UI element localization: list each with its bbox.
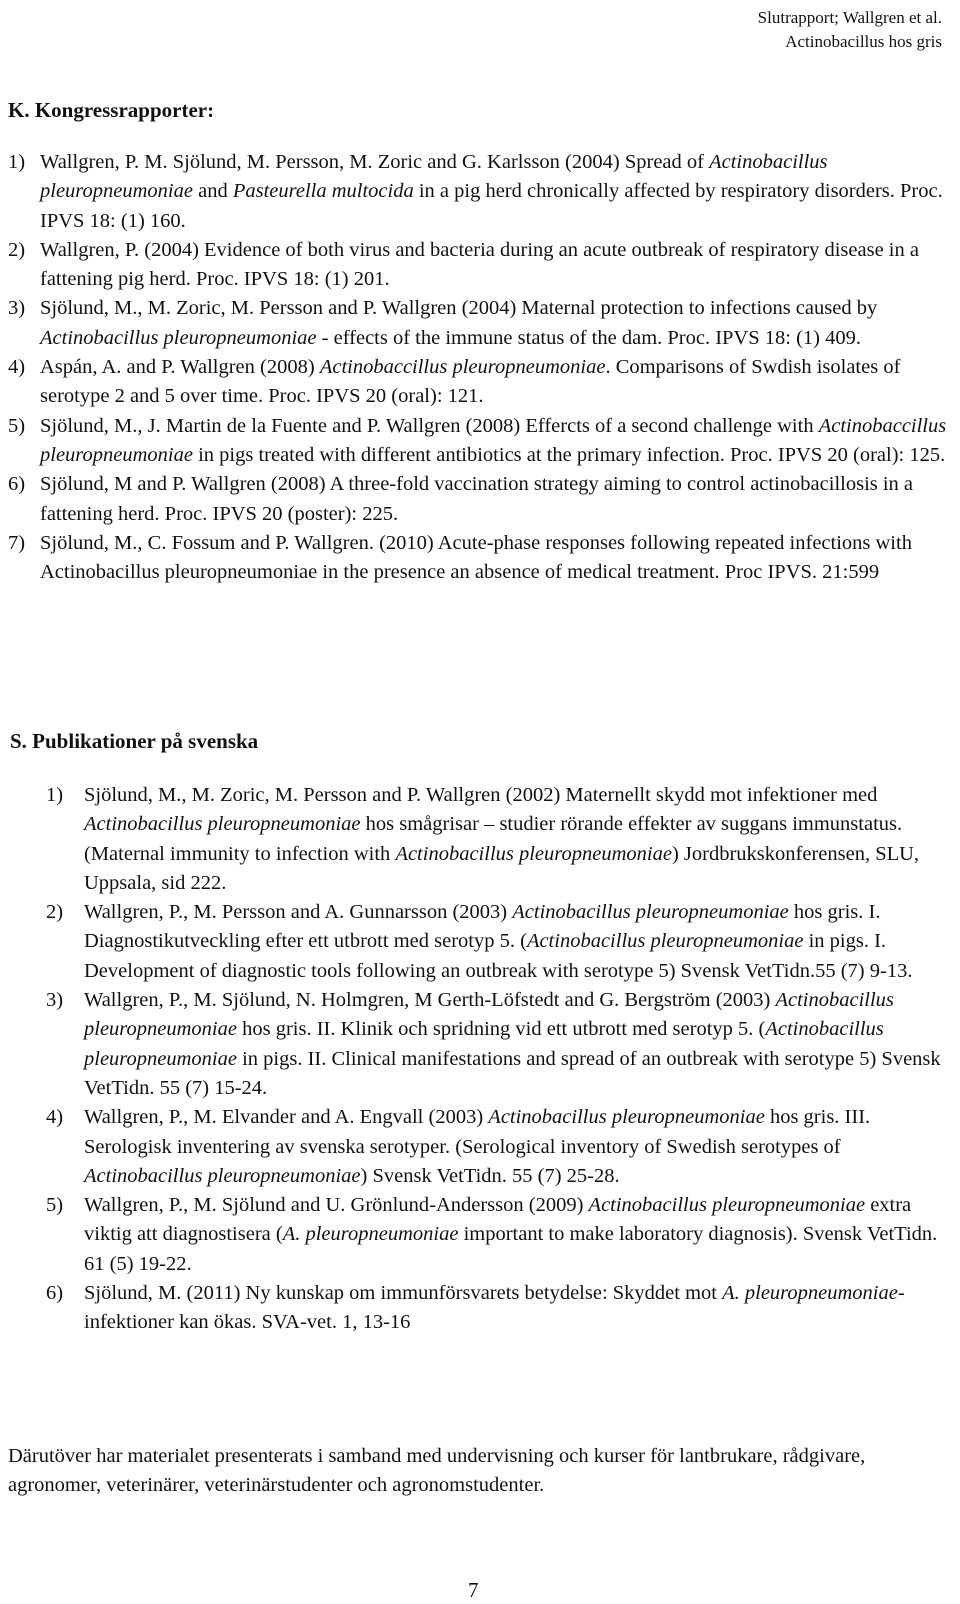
species-name: Actinobacillus pleuropneumoniae (526, 930, 804, 953)
reference-text: ) Svensk VetTidn. 55 (7) 25-28. (360, 1164, 620, 1187)
page-number: 7 (468, 1578, 479, 1602)
reference-text: Sjölund, M., C. Fossum and P. Wallgren. (2010) Acute-phase responses following repeated infections with Actinobacillus pleuropneumoniae in the presence an absence of medical treatment. Proc IPVS. 21:599 (40, 531, 912, 584)
species-name: A. pleuropneumoniae (722, 1282, 898, 1305)
reference-text: important to make laboratory diagnosis). Svensk VetTidn. 61 (5) 19-22. (84, 1223, 938, 1275)
header-authors: Slutrapport; Wallgren et al. (757, 8, 942, 27)
reference-number: 3) (46, 989, 64, 1012)
reference-text: hos gris. III. Serologisk inventering av svenska serotyper. (Serological inventory of Swedish serotypes of (84, 1106, 871, 1158)
reference-item (8, 353, 948, 412)
reference-text: hos gris. II. Klinik och spridning vid ett utbrott med serotyp 5. ( (236, 1018, 766, 1041)
species-name: A. pleuropneumoniae (282, 1223, 459, 1246)
reference-text: - effects of the immune status of the dam. Proc. IPVS 18: (1) 409. (316, 326, 861, 349)
reference-item (46, 898, 946, 986)
section-title-publikationer-pa-svenska: S. Publikationer på svenska (10, 729, 259, 753)
reference-item (46, 781, 946, 898)
reference-text: Wallgren, P., M. Sjölund, N. Holmgren, M Gerth-Löfstedt and G. Bergström (2003) (84, 989, 776, 1012)
section-title-kongressrapporter: K. Kongressrapporter: (8, 98, 215, 122)
species-name: Actinobaccillus pleuropneumoniae (319, 356, 606, 379)
reference-text: and (192, 180, 233, 203)
reference-text: hos smågrisar – studier rörande effekter av suggans immunstatus. (Maternal immunity to infection with (84, 813, 903, 865)
species-name: Actinobacillus pleuropneumoniae (84, 1018, 884, 1070)
running-header (542, 6, 942, 54)
reference-text: in pigs. II. Clinical manifestations and spread of an outbreak with serotype 5) Svensk VetTidn. 55 (7) 15-24. (84, 1047, 941, 1099)
species-name: Pasteurella multocida (232, 180, 414, 203)
reference-item (8, 470, 948, 529)
reference-number: 2) (46, 901, 64, 924)
reference-text: . Comparisons of Swdish isolates of serotype 2 and 5 over time. Proc. IPVS 20 (oral): 121. (40, 356, 901, 408)
reference-text: Wallgren, P. (2004) Evidence of both virus and bacteria during an acute outbreak of respiratory disease in a fattening pig herd. Proc. IPVS 18: (1) 201. (40, 238, 919, 291)
reference-item (46, 1103, 946, 1191)
reference-text: Sjölund, M and P. Wallgren (2008) A three-fold vaccination strategy aiming to control actinobacillosis in a fattening herd. Proc. IPVS 20 (poster): 225. (40, 473, 914, 525)
species-name: Actinobacillus pleuropneumoniae (588, 1194, 866, 1217)
reference-text: Sjölund, M., M. Zoric, M. Persson and P. Wallgren (2004) Maternal protection to infections caused by (40, 297, 878, 320)
reference-number: 5) (46, 1194, 64, 1217)
kongress-reference-list (8, 148, 948, 587)
species-name: Actinobacillus pleuropneumoniae (395, 842, 672, 865)
species-name: Actinobacillus pleuropneumoniae (84, 813, 361, 836)
reference-text: Wallgren, P., M. Persson and A. Gunnarsson (2003) (84, 901, 513, 924)
reference-item (46, 1279, 946, 1338)
reference-text: in pigs. I. Development of diagnostic tools following an outbreak with serotype 5) Svensk VetTidn.55 (7) 9-13. (84, 930, 913, 982)
reference-text: hos gris. I. Diagnostikutveckling efter ett utbrott med serotyp 5. ( (84, 901, 881, 953)
reference-item (8, 294, 948, 353)
reference-number: 2) (8, 238, 26, 261)
species-name: Actinobacillus pleuropneumoniae (512, 901, 789, 924)
svenska-reference-list (46, 781, 946, 1338)
reference-text: Wallgren, P. M. Sjölund, M. Persson, M. Zoric and G. Karlsson (2004) Spread of (40, 151, 710, 173)
species-name: Actinobacillus pleuropneumoniae (40, 326, 317, 349)
reference-number: 5) (8, 414, 26, 437)
reference-text: in pigs treated with different antibiotics at the primary infection. Proc. IPVS 20 (oral): 125. (192, 443, 946, 466)
reference-text: Sjölund, M., M. Zoric, M. Persson and P. Wallgren (2002) Maternellt skydd mot infektioner med (84, 784, 878, 806)
reference-number: 1) (8, 151, 26, 173)
closing-paragraph: Därutöver har materialet presenterats i samband med undervisning och kurser för lantbrukare, rådgivare, agronomer, veterinärer, veterinärstudenter och agronomstudenter. (8, 1445, 866, 1496)
reference-item (8, 529, 948, 588)
header-subject: Actinobacillus hos gris (785, 32, 942, 51)
reference-text: in a pig herd chronically affected by respiratory disorders. Proc. IPVS 18: (1) 160. (40, 180, 943, 232)
reference-item (8, 236, 948, 295)
reference-text: Sjölund, M., J. Martin de la Fuente and P. Wallgren (2008) Effercts of a second challenge with (40, 414, 819, 437)
reference-text: -infektioner kan ökas. SVA-vet. 1, 13-16 (84, 1282, 905, 1334)
reference-number: 4) (8, 356, 26, 379)
reference-item (8, 148, 948, 236)
reference-number: 4) (46, 1106, 64, 1129)
species-name: Actinobacillus pleuropneumoniae (40, 151, 828, 203)
reference-number: 6) (46, 1282, 64, 1305)
reference-text: Aspán, A. and P. Wallgren (2008) (40, 356, 320, 379)
reference-number: 6) (8, 473, 26, 496)
reference-text: Wallgren, P., M. Elvander and A. Engvall (2003) (84, 1106, 489, 1129)
reference-item (46, 986, 946, 1103)
species-name: Actinobacillus pleuropneumoniae (488, 1106, 765, 1129)
reference-number: 1) (46, 784, 64, 806)
species-name: Actinobacillus pleuropneumoniae (84, 1164, 361, 1187)
reference-text: Wallgren, P., M. Sjölund and U. Grönlund-Andersson (2009) (84, 1194, 589, 1217)
reference-text: ) Jordbrukskonferensen, SLU, Uppsala, sid 222. (84, 842, 920, 894)
species-name: Actinobaccillus pleuropneumoniae (40, 414, 947, 466)
species-name: Actinobacillus pleuropneumoniae (84, 989, 894, 1041)
reference-number: 7) (8, 531, 26, 554)
reference-text: Sjölund, M. (2011) Ny kunskap om immunförsvarets betydelse: Skyddet mot (84, 1282, 723, 1305)
reference-number: 3) (8, 297, 26, 320)
reference-text: extra viktig att diagnostisera ( (84, 1194, 912, 1246)
reference-item (8, 412, 948, 471)
reference-item (46, 1191, 946, 1279)
